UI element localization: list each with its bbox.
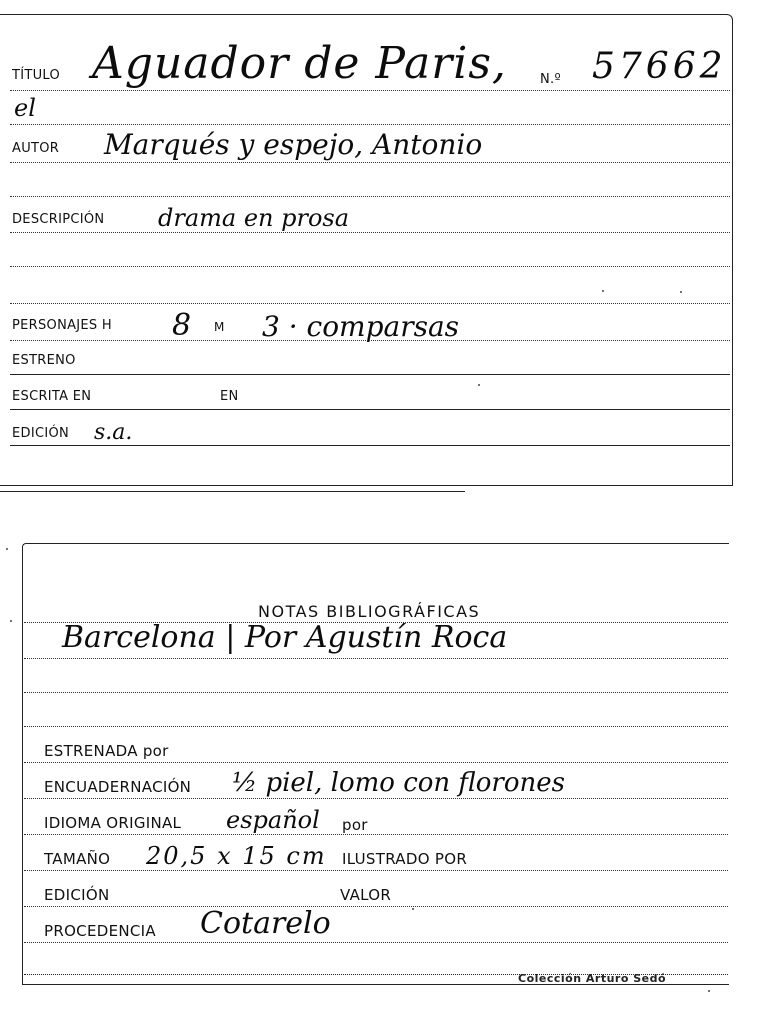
escrita-en2-label: EN <box>220 389 239 404</box>
personajes-line <box>10 340 730 341</box>
edicion-line <box>10 445 730 446</box>
personajes-h-value: 8 <box>172 308 192 343</box>
encuadernacion-line <box>24 798 728 799</box>
idioma-value: español <box>226 806 320 834</box>
scan-speck <box>478 384 480 386</box>
numero-value: 57662 <box>592 46 727 87</box>
blank-line-2 <box>10 266 730 267</box>
personajes-label: PERSONAJES H <box>12 318 112 333</box>
edicion-value: s.a. <box>94 420 133 445</box>
collection-footer: Colección Arturo Sedó <box>518 972 667 985</box>
tamano-value: 20,5 x 15 cm <box>146 842 327 870</box>
titulo-line <box>10 90 730 91</box>
encuadernacion-value: ½ piel, lomo con florones <box>232 768 565 798</box>
procedencia-label: PROCEDENCIA <box>44 922 156 940</box>
notas-heading: NOTAS BIBLIOGRÁFICAS <box>258 602 481 621</box>
estrenada-label: ESTRENADA por <box>44 742 169 760</box>
edicion2-label: EDICIÓN <box>44 886 110 904</box>
edicion-label: EDICIÓN <box>12 426 70 441</box>
notas-value: Barcelona | Por Agustín Roca <box>62 620 508 655</box>
descripcion-value: drama en prosa <box>158 204 350 232</box>
blank-line-3 <box>10 303 730 304</box>
autor-line <box>10 162 730 163</box>
procedencia-line <box>24 942 728 943</box>
notas-line-2 <box>24 692 728 693</box>
idioma-label: IDIOMA ORIGINAL <box>44 814 182 832</box>
notas-line-3 <box>24 726 728 727</box>
autor-label: AUTOR <box>12 141 60 156</box>
titulo-cont-line <box>10 124 730 125</box>
idioma-por-label: por <box>342 816 368 834</box>
ilustrado-label: ILUSTRADO POR <box>342 850 468 868</box>
encuadernacion-label: ENCUADERNACIÓN <box>44 778 192 796</box>
personajes-m-value: 3 · comparsas <box>262 310 460 343</box>
escrita-line <box>10 409 730 410</box>
titulo-value: Aguador de Paris, <box>92 38 507 89</box>
idioma-line <box>24 834 728 835</box>
blank-line-1 <box>10 196 730 197</box>
scan-speck <box>602 290 604 292</box>
tamano-line <box>24 870 728 871</box>
tamano-label: TAMAÑO <box>44 850 111 868</box>
descripcion-label: DESCRIPCIÓN <box>12 212 105 227</box>
procedencia-value: Cotarelo <box>200 906 331 941</box>
scan-speck <box>680 291 682 293</box>
autor-value: Marqués y espejo, Antonio <box>104 128 483 161</box>
notas-line-1 <box>24 658 728 659</box>
titulo-label: TÍTULO <box>12 68 61 83</box>
estrenada-line <box>24 762 728 763</box>
edicion2-line <box>24 906 728 907</box>
scan-speck <box>10 620 12 622</box>
numero-label: N.º <box>540 72 561 87</box>
personajes-m-label: M <box>214 320 225 334</box>
valor-label: VALOR <box>340 886 392 904</box>
card-top-bottom-line <box>0 491 465 492</box>
estreno-line <box>10 374 730 375</box>
escrita-label: ESCRITA EN <box>12 389 92 404</box>
scan-speck <box>708 990 710 992</box>
descripcion-line <box>10 232 730 233</box>
estreno-label: ESTRENO <box>12 353 76 368</box>
scan-speck <box>412 908 414 910</box>
titulo-continuation: el <box>14 94 36 122</box>
scan-speck <box>6 548 8 550</box>
